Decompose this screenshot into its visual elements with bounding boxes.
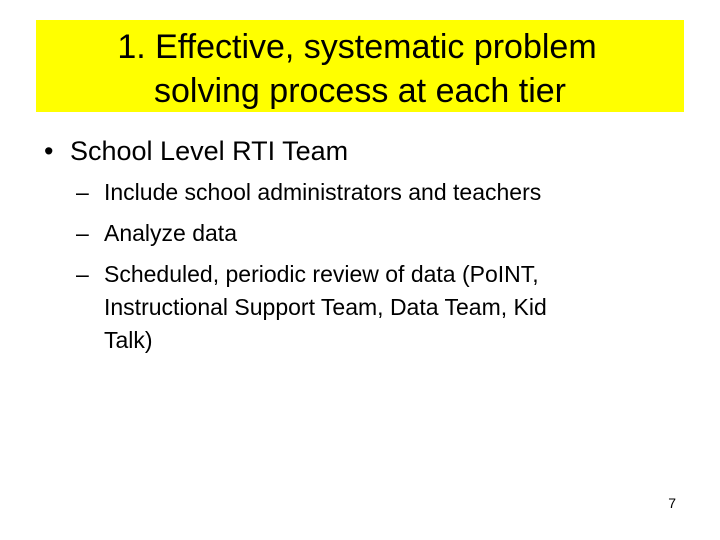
sub-item [76, 259, 539, 290]
slide-title-line-2: solving process at each tier [154, 72, 566, 110]
sub-item-marker: – [76, 179, 89, 205]
slide-title-line-1: 1. Effective, systematic problem [117, 28, 597, 66]
bullet-text: School Level RTI Team [70, 136, 349, 166]
bullet-item [44, 133, 348, 169]
page-number: 7 [668, 495, 676, 511]
sub-item-continuation: Talk) [104, 327, 153, 353]
sub-item-marker: – [76, 261, 89, 287]
sub-item-marker: – [76, 220, 89, 246]
sub-item [76, 177, 541, 208]
sub-item-continuation: Instructional Support Team, Data Team, Kid [104, 294, 547, 320]
sub-item-text: Include school administrators and teachers [104, 179, 542, 205]
sub-item-text: Analyze data [104, 220, 237, 246]
title-highlight-box [36, 20, 684, 112]
bullet-marker: • [44, 136, 54, 166]
sub-item [76, 218, 237, 249]
sub-item-text: Scheduled, periodic review of data (PoINT, [104, 261, 539, 287]
